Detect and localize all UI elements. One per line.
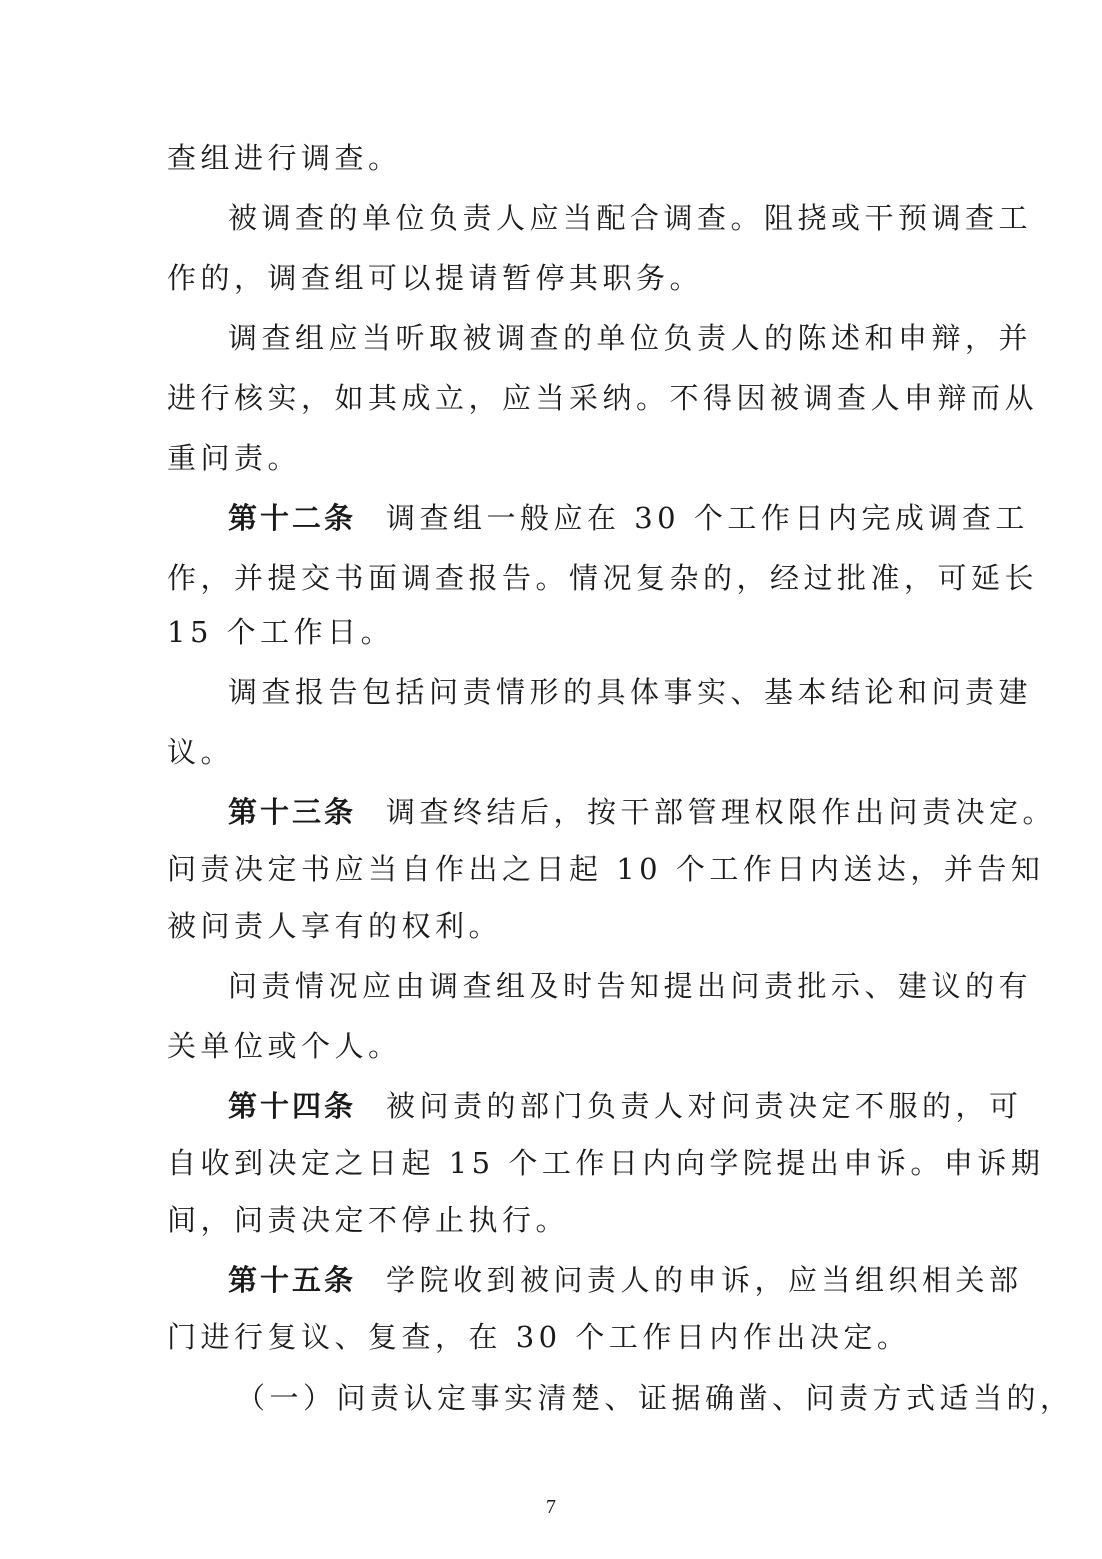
article-13-line	[228, 792, 1056, 832]
text-line: 重问责。	[167, 441, 302, 475]
article-13-text: 调查终结后，按干部管理权限作出问责决定。	[386, 795, 1057, 829]
article-15-heading: 第十五条	[228, 1263, 357, 1297]
article-12-line	[228, 498, 1029, 538]
paragraph-first-line: 调查组应当听取被调查的单位负责人的陈述和申辩，并	[228, 321, 1033, 355]
text-line: 问责决定书应当自作出之日起 10 个工作日内送达，并告知	[167, 852, 1045, 886]
text-line: 进行核实，如其成立，应当采纳。不得因被调查人申辩而从	[167, 381, 1039, 415]
article-12-text: 调查组一般应在 30 个工作日内完成调查工	[386, 501, 1029, 535]
paragraph-first-line: 被调查的单位负责人应当配合调查。阻挠或干预调查工	[228, 201, 1033, 235]
article-13-heading: 第十三条	[228, 795, 357, 829]
page-number: 7	[546, 1496, 556, 1518]
article-15-text: 学院收到被问责人的申诉，应当组织相关部	[386, 1263, 1023, 1297]
text-line: 查组进行调查。	[167, 141, 402, 175]
text-line: 关单位或个人。	[167, 1029, 402, 1063]
list-item-line: （一）问责认定事实清楚、证据确凿、问责方式适当的，	[236, 1381, 1074, 1415]
text-line: 被问责人享有的权利。	[167, 909, 503, 943]
article-12-heading: 第十二条	[228, 501, 357, 535]
paragraph-first-line: 调查报告包括问责情形的具体事实、基本结论和问责建	[228, 675, 1033, 709]
text-line: 自收到决定之日起 15 个工作日内向学院提出申诉。申诉期	[167, 1146, 1045, 1180]
text-line: 作，并提交书面调查报告。情况复杂的，经过批准，可延长	[167, 561, 1039, 595]
paragraph-first-line: 问责情况应由调查组及时告知提出问责批示、建议的有	[228, 969, 1033, 1003]
text-line: 门进行复议、复查，在 30 个工作日内作出决定。	[167, 1320, 911, 1354]
text-line: 作的，调查组可以提请暂停其职务。	[167, 261, 704, 295]
text-line: 15 个工作日。	[167, 615, 395, 649]
text-line: 议。	[167, 735, 235, 769]
text-line: 间，问责决定不停止执行。	[167, 1203, 570, 1237]
article-14-text: 被问责的部门负责人对问责决定不服的，可	[386, 1089, 1023, 1123]
article-15-line	[228, 1260, 1023, 1300]
article-14-heading: 第十四条	[228, 1089, 357, 1123]
article-14-line	[228, 1086, 1023, 1126]
